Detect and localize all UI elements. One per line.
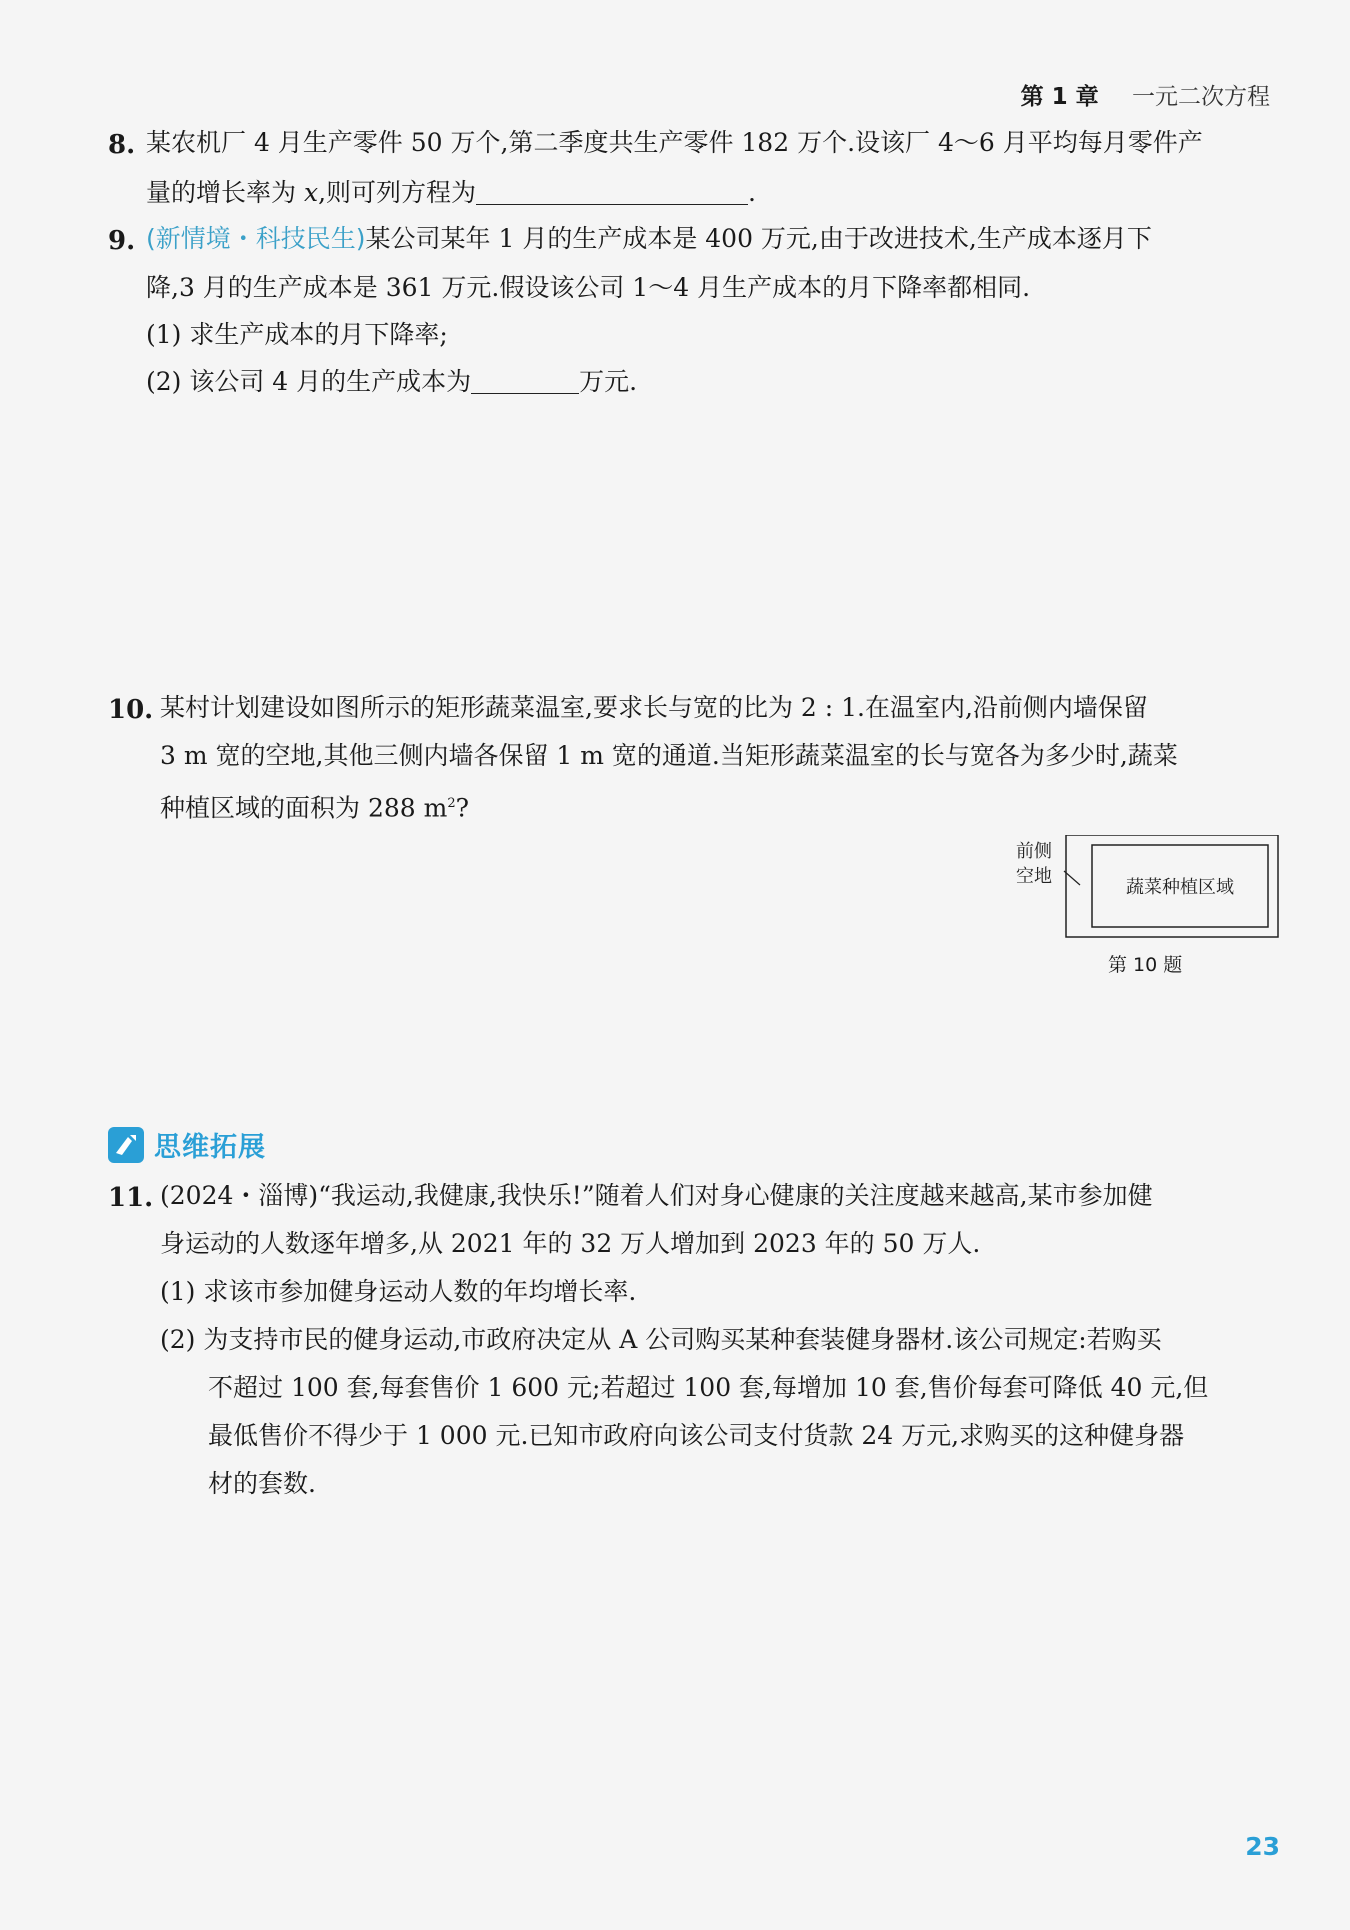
sub-question-2-line: 不超过 100 套,每套售价 1 600 元;若超过 100 套,每增加 10 套,售价每套可降低 40 元,但 [208, 1373, 1209, 1402]
question-text-line: 身运动的人数逐年增多,从 2021 年的 32 万人增加到 2023 年的 50 万人. [160, 1229, 981, 1258]
question-text-line: (2024・淄博)“我运动,我健康,我快乐!”随着人们对身心健康的关注度越来越高,某市参加健 [160, 1181, 1153, 1210]
question-text-line [146, 176, 756, 210]
question-number: 10. [108, 695, 154, 725]
planting-area-label: 蔬菜种植区域 [1126, 877, 1234, 898]
sub-question-1: (1) 求生产成本的月下降率; [146, 320, 448, 349]
sub-question-2-line: 最低售价不得少于 1 000 元.已知市政府向该公司支付货款 24 万元,求购买的这种健身器 [208, 1421, 1185, 1450]
answer-blank[interactable] [476, 178, 748, 205]
context-tag: (新情境・科技民生) [146, 224, 366, 253]
text-segment: . [748, 178, 756, 207]
answer-blank[interactable] [471, 367, 579, 394]
page-number: 23 [1245, 1832, 1280, 1861]
sub-question-2 [146, 365, 637, 399]
sub-question-2-line: 材的套数. [208, 1469, 316, 1498]
superscript: 2 [447, 796, 456, 811]
chapter-number: 第 1 章 [1020, 84, 1099, 110]
figure-caption: 第 10 题 [1108, 954, 1183, 976]
text-segment: ,则可列方程为 [318, 178, 477, 207]
question-text-line: 某村计划建设如图所示的矩形蔬菜温室,要求长与宽的比为 2 : 1.在温室内,沿前侧内墙保留 [160, 693, 1148, 722]
question-text-line: 3 m 宽的空地,其他三侧内墙各保留 1 m 宽的通道.当矩形蔬菜温室的长与宽各为多少时,蔬菜 [160, 741, 1178, 770]
question-text-line [160, 787, 469, 825]
text-segment: 量的增长率为 [146, 178, 304, 207]
sub-question-2: (2) 为支持市民的健身运动,市政府决定从 A 公司购买某种套装健身器材.该公司规定:若购买 [160, 1325, 1162, 1354]
question-text-line: 某农机厂 4 月生产零件 50 万个,第二季度共生产零件 182 万个.设该厂 4～6 月平均每月零件产 [146, 128, 1203, 157]
chapter-title: 一元二次方程 [1132, 84, 1270, 110]
chapter-header [1021, 78, 1270, 111]
variable-x: x [303, 178, 319, 207]
front-space-label: 前侧 [1016, 841, 1052, 862]
section-header [108, 1125, 266, 1164]
question-text-line: 降,3 月的生产成本是 361 万元.假设该公司 1～4 月生产成本的月下降率都相同. [146, 273, 1031, 302]
section-title: 思维拓展 [154, 1132, 266, 1163]
question-text-line [146, 222, 1152, 256]
text-segment: 种植区域的面积为 288 m [160, 793, 448, 823]
front-space-label: 空地 [1016, 866, 1052, 887]
sub-question-1: (1) 求该市参加健身运动人数的年均增长率. [160, 1277, 637, 1306]
question-number: 8. [108, 130, 136, 160]
thinking-expand-icon [108, 1127, 144, 1163]
text-segment: 某公司某年 1 月的生产成本是 400 万元,由于改进技术,生产成本逐月下 [365, 224, 1152, 253]
text-segment: (2) 该公司 4 月的生产成本为 [146, 367, 472, 396]
question-number: 9. [108, 226, 136, 256]
text-segment: ? [455, 793, 470, 823]
question-number: 11. [108, 1183, 154, 1213]
text-segment: 万元. [579, 367, 638, 396]
